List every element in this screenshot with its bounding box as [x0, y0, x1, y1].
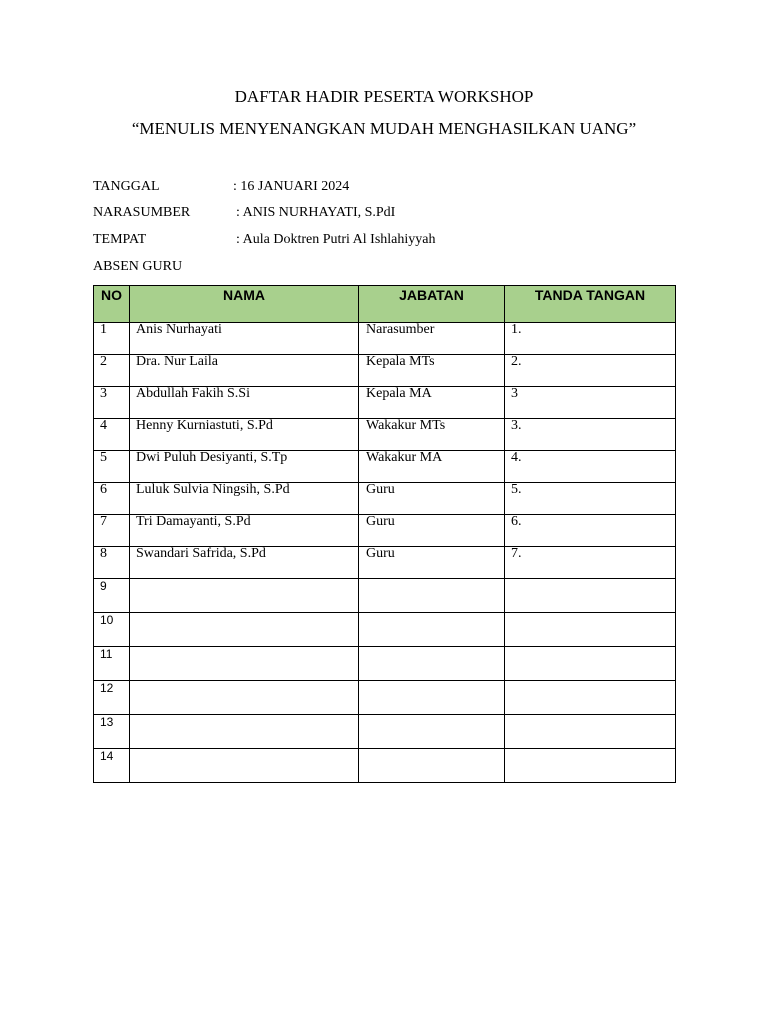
cell-tanda-tangan[interactable]: [505, 749, 676, 783]
narasumber-label: NARASUMBER: [93, 205, 191, 220]
cell-no: 4: [94, 419, 130, 451]
narasumber-value: : ANIS NURHAYATI, S.PdI: [236, 205, 396, 220]
document-title: DAFTAR HADIR PESERTA WORKSHOP: [234, 87, 534, 106]
cell-nama: Abdullah Fakih S.Si: [130, 387, 359, 419]
cell-nama[interactable]: [130, 715, 359, 749]
table-row-empty: [94, 647, 676, 681]
cell-jabatan: Wakakur MA: [359, 451, 505, 483]
cell-jabatan[interactable]: [359, 681, 505, 715]
tanggal-label: TANGGAL: [93, 179, 160, 194]
cell-nama[interactable]: [130, 681, 359, 715]
cell-no: 7: [94, 515, 130, 547]
cell-no: 12: [94, 681, 130, 715]
cell-jabatan: Guru: [359, 515, 505, 547]
cell-tanda-tangan[interactable]: [505, 715, 676, 749]
header-tanda-tangan: TANDA TANGAN: [505, 286, 676, 323]
cell-no: 6: [94, 483, 130, 515]
table-row: [94, 451, 676, 483]
table-row-empty: [94, 681, 676, 715]
cell-nama: Dra. Nur Laila: [130, 355, 359, 387]
header-no: NO: [94, 286, 130, 323]
cell-no: 14: [94, 749, 130, 783]
cell-nama: Henny Kurniastuti, S.Pd: [130, 419, 359, 451]
table-row-empty: [94, 749, 676, 783]
cell-jabatan[interactable]: [359, 613, 505, 647]
info-narasumber: [93, 204, 395, 222]
cell-nama[interactable]: [130, 579, 359, 613]
cell-no: 10: [94, 613, 130, 647]
table-row: [94, 323, 676, 355]
cell-no: 8: [94, 547, 130, 579]
cell-nama[interactable]: [130, 749, 359, 783]
cell-no: 11: [94, 647, 130, 681]
cell-nama[interactable]: [130, 647, 359, 681]
cell-no: 3: [94, 387, 130, 419]
table-row-empty: [94, 579, 676, 613]
cell-jabatan[interactable]: [359, 579, 505, 613]
cell-nama: Dwi Puluh Desiyanti, S.Tp: [130, 451, 359, 483]
cell-jabatan: Guru: [359, 483, 505, 515]
cell-tanda-tangan[interactable]: 7.: [505, 547, 676, 579]
cell-jabatan[interactable]: [359, 647, 505, 681]
cell-tanda-tangan[interactable]: 3.: [505, 419, 676, 451]
info-tanggal: [93, 178, 349, 196]
cell-nama: Luluk Sulvia Ningsih, S.Pd: [130, 483, 359, 515]
cell-tanda-tangan[interactable]: 5.: [505, 483, 676, 515]
cell-no: 1: [94, 323, 130, 355]
tempat-label: TEMPAT: [93, 232, 147, 247]
cell-jabatan: Narasumber: [359, 323, 505, 355]
cell-no: 13: [94, 715, 130, 749]
table-row: [94, 355, 676, 387]
info-tempat: [93, 231, 435, 249]
tanggal-value: : 16 JANUARI 2024: [233, 179, 350, 194]
table-row: [94, 387, 676, 419]
cell-nama[interactable]: [130, 613, 359, 647]
attendance-table: [93, 285, 676, 783]
cell-tanda-tangan[interactable]: [505, 647, 676, 681]
header-nama: NAMA: [130, 286, 359, 323]
cell-jabatan: Kepala MA: [359, 387, 505, 419]
cell-jabatan[interactable]: [359, 715, 505, 749]
cell-tanda-tangan[interactable]: 4.: [505, 451, 676, 483]
table-row: [94, 515, 676, 547]
table-row: [94, 419, 676, 451]
cell-jabatan: Kepala MTs: [359, 355, 505, 387]
cell-tanda-tangan[interactable]: 1.: [505, 323, 676, 355]
table-header-row: [94, 286, 676, 323]
cell-tanda-tangan[interactable]: 6.: [505, 515, 676, 547]
absen-guru-label: ABSEN GURU: [93, 259, 183, 274]
cell-tanda-tangan[interactable]: [505, 579, 676, 613]
cell-no: 5: [94, 451, 130, 483]
document-subtitle: “MENULIS MENYENANGKAN MUDAH MENGHASILKAN UANG”: [131, 119, 637, 138]
cell-jabatan: Wakakur MTs: [359, 419, 505, 451]
table-row-empty: [94, 613, 676, 647]
cell-nama: Anis Nurhayati: [130, 323, 359, 355]
header-jabatan: JABATAN: [359, 286, 505, 323]
table-row: [94, 547, 676, 579]
cell-no: 2: [94, 355, 130, 387]
tempat-value: : Aula Doktren Putri Al Ishlahiyyah: [236, 232, 436, 247]
cell-nama: Tri Damayanti, S.Pd: [130, 515, 359, 547]
cell-tanda-tangan[interactable]: 2.: [505, 355, 676, 387]
cell-jabatan[interactable]: [359, 749, 505, 783]
cell-nama: Swandari Safrida, S.Pd: [130, 547, 359, 579]
cell-no: 9: [94, 579, 130, 613]
table-row: [94, 483, 676, 515]
cell-tanda-tangan[interactable]: 3: [505, 387, 676, 419]
cell-jabatan: Guru: [359, 547, 505, 579]
cell-tanda-tangan[interactable]: [505, 613, 676, 647]
cell-tanda-tangan[interactable]: [505, 681, 676, 715]
table-row-empty: [94, 715, 676, 749]
table-body: [94, 323, 676, 783]
